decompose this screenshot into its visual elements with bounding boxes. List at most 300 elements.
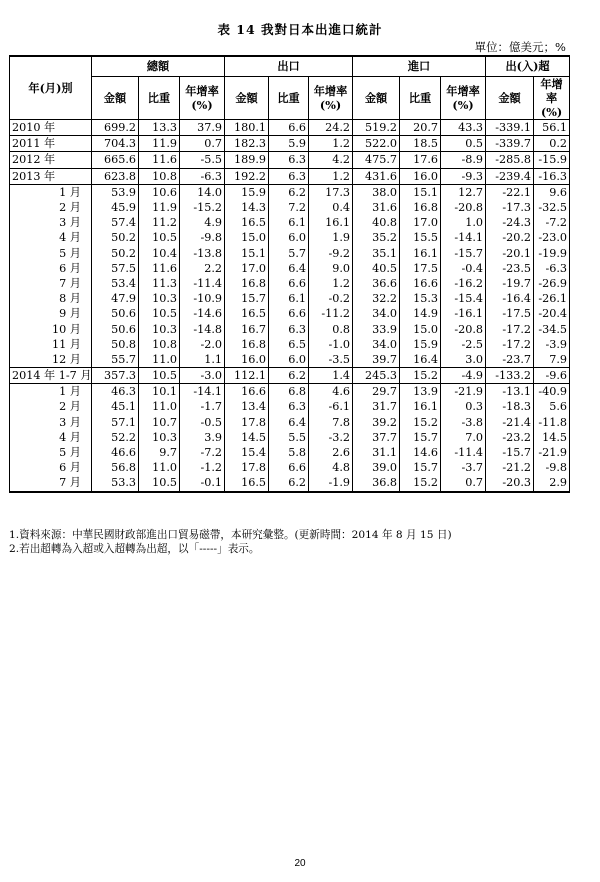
- table-cell: -15.7: [486, 445, 534, 460]
- table-cell: 10.6: [139, 184, 180, 200]
- table-cell: -21.9: [534, 445, 570, 460]
- table-cell: 6.4: [269, 415, 309, 430]
- table-cell: -2.0: [180, 337, 225, 352]
- table-cell: 1.0: [441, 215, 486, 230]
- table-cell: -26.9: [534, 276, 570, 291]
- row-label: 3 月: [10, 215, 92, 230]
- table-cell: -14.1: [441, 230, 486, 245]
- table-cell: -1.0: [309, 337, 353, 352]
- table-cell: 45.1: [92, 399, 139, 414]
- table-cell: -3.5: [309, 352, 353, 368]
- table-cell: 56.8: [92, 460, 139, 475]
- table-cell: 29.7: [353, 384, 400, 400]
- table-cell: 6.2: [269, 475, 309, 491]
- table-cell: 15.4: [225, 445, 269, 460]
- table-cell: 50.6: [92, 306, 139, 321]
- table-cell: 15.2: [400, 368, 441, 384]
- row-label: 12 月: [10, 352, 92, 368]
- table-cell: 14.5: [225, 430, 269, 445]
- unit-label: 單位：億美元；%: [474, 40, 566, 54]
- row-label: 10 月: [10, 321, 92, 336]
- table-cell: 6.4: [269, 261, 309, 276]
- table-cell: 16.0: [400, 168, 441, 184]
- period-header: 年(月)別: [10, 56, 92, 120]
- footnote-source: 1.資料來源：中華民國財政部進出口貿易磁帶，本研究彙整。(更新時間：2014 年 8 月 15 日): [9, 529, 452, 541]
- table-cell: 0.3: [441, 399, 486, 414]
- table-cell: 50.6: [92, 321, 139, 336]
- table-cell: 15.2: [400, 415, 441, 430]
- table-cell: 6.0: [269, 230, 309, 245]
- table-cell: -3.7: [441, 460, 486, 475]
- table-cell: 3.9: [180, 430, 225, 445]
- table-cell: -20.4: [534, 306, 570, 321]
- table-cell: 1.1: [180, 352, 225, 368]
- table-cell: 16.7: [225, 321, 269, 336]
- table-cell: -24.3: [486, 215, 534, 230]
- table-row-month: [10, 276, 570, 291]
- table-cell: 17.5: [400, 261, 441, 276]
- table-cell: 11.6: [139, 261, 180, 276]
- table-cell: 57.4: [92, 215, 139, 230]
- table-cell: 40.8: [353, 215, 400, 230]
- table-cell: 5.6: [534, 399, 570, 414]
- table-cell: -11.4: [180, 276, 225, 291]
- table-body: [10, 120, 570, 492]
- share-header: 比重: [269, 77, 309, 120]
- table-cell: 0.4: [309, 200, 353, 215]
- table-cell: 2.9: [534, 475, 570, 491]
- table-cell: 43.3: [441, 120, 486, 136]
- table-cell: 11.0: [139, 352, 180, 368]
- table-cell: -19.9: [534, 246, 570, 261]
- table-cell: 14.3: [225, 200, 269, 215]
- table-row-month: [10, 230, 570, 245]
- table-cell: -11.4: [441, 445, 486, 460]
- table-cell: -1.9: [309, 475, 353, 491]
- table-cell: -7.2: [180, 445, 225, 460]
- table-cell: -9.6: [534, 368, 570, 384]
- table-cell: 57.5: [92, 261, 139, 276]
- table-cell: 53.3: [92, 475, 139, 491]
- table-cell: 15.1: [225, 246, 269, 261]
- group-header-balance: 出(入)超: [486, 56, 570, 77]
- footnote-symbol: 2.若出超轉為入超或入超轉為出超，以「-----」表示。: [9, 543, 260, 555]
- row-label: 8 月: [10, 291, 92, 306]
- table-cell: -0.2: [309, 291, 353, 306]
- table-cell: 4.8: [309, 460, 353, 475]
- table-cell: 20.7: [400, 120, 441, 136]
- amount-header: 金額: [225, 77, 269, 120]
- table-cell: 180.1: [225, 120, 269, 136]
- table-cell: 13.3: [139, 120, 180, 136]
- amount-header: 金額: [486, 77, 534, 120]
- table-cell: 16.6: [400, 276, 441, 291]
- table-cell: 53.4: [92, 276, 139, 291]
- table-cell: -40.9: [534, 384, 570, 400]
- table-cell: 16.0: [225, 352, 269, 368]
- table-cell: 11.9: [139, 200, 180, 215]
- table-cell: -23.0: [534, 230, 570, 245]
- table-cell: 17.0: [400, 215, 441, 230]
- table-cell: -21.4: [486, 415, 534, 430]
- table-cell: 15.1: [400, 184, 441, 200]
- table-cell: 50.2: [92, 246, 139, 261]
- table-cell: -5.5: [180, 152, 225, 168]
- table-cell: 10.5: [139, 230, 180, 245]
- table-cell: 357.3: [92, 368, 139, 384]
- table-cell: 10.3: [139, 430, 180, 445]
- table-cell: 5.7: [269, 246, 309, 261]
- table-cell: 0.7: [180, 136, 225, 152]
- table-cell: -17.3: [486, 200, 534, 215]
- table-cell: 17.0: [225, 261, 269, 276]
- table-cell: 37.7: [353, 430, 400, 445]
- table-row-year: [10, 120, 570, 136]
- row-label: 4 月: [10, 430, 92, 445]
- table-cell: -14.1: [180, 384, 225, 400]
- table-cell: 9.7: [139, 445, 180, 460]
- table-cell: -16.1: [441, 306, 486, 321]
- table-cell: 46.6: [92, 445, 139, 460]
- table-cell: 519.2: [353, 120, 400, 136]
- trade-statistics-table: [9, 55, 570, 493]
- row-label: 3 月: [10, 415, 92, 430]
- table-cell: 14.0: [180, 184, 225, 200]
- table-cell: 15.9: [400, 337, 441, 352]
- row-label: 2013 年: [10, 168, 92, 184]
- table-cell: -13.8: [180, 246, 225, 261]
- table-cell: 16.5: [225, 475, 269, 491]
- table-cell: 40.5: [353, 261, 400, 276]
- table-cell: 1.2: [309, 276, 353, 291]
- table-cell: 6.3: [269, 168, 309, 184]
- table-cell: 7.0: [441, 430, 486, 445]
- table-cell: 11.3: [139, 276, 180, 291]
- row-label: 2 月: [10, 399, 92, 414]
- table-cell: 6.5: [269, 337, 309, 352]
- table-cell: -26.1: [534, 291, 570, 306]
- amount-header: 金額: [353, 77, 400, 120]
- table-cell: 14.5: [534, 430, 570, 445]
- table-row-year: [10, 368, 570, 384]
- table-row-month: [10, 184, 570, 200]
- table-cell: -11.2: [309, 306, 353, 321]
- table-cell: 189.9: [225, 152, 269, 168]
- table-cell: 0.8: [309, 321, 353, 336]
- table-cell: 15.0: [225, 230, 269, 245]
- table-row-month: [10, 430, 570, 445]
- table-cell: 33.9: [353, 321, 400, 336]
- table-cell: -14.8: [180, 321, 225, 336]
- table-cell: 31.1: [353, 445, 400, 460]
- row-label: 9 月: [10, 306, 92, 321]
- table-cell: 6.1: [269, 291, 309, 306]
- table-cell: 32.2: [353, 291, 400, 306]
- table-cell: 39.2: [353, 415, 400, 430]
- table-cell: -133.2: [486, 368, 534, 384]
- share-header: 比重: [400, 77, 441, 120]
- table-cell: 1.2: [309, 136, 353, 152]
- table-cell: 10.5: [139, 306, 180, 321]
- table-row-month: [10, 415, 570, 430]
- table-cell: 15.9: [225, 184, 269, 200]
- table-cell: 5.5: [269, 430, 309, 445]
- table-row-month: [10, 384, 570, 400]
- row-label: 7 月: [10, 475, 92, 491]
- table-cell: 15.7: [400, 430, 441, 445]
- table-cell: 13.4: [225, 399, 269, 414]
- table-cell: -4.9: [441, 368, 486, 384]
- table-cell: 6.3: [269, 399, 309, 414]
- table-cell: 16.1: [309, 215, 353, 230]
- table-cell: 39.0: [353, 460, 400, 475]
- table-cell: 2.6: [309, 445, 353, 460]
- group-header-total: 總額: [92, 56, 225, 77]
- page-number: 20: [294, 858, 306, 869]
- table-cell: 17.3: [309, 184, 353, 200]
- table-cell: 475.7: [353, 152, 400, 168]
- group-header-export: 出口: [225, 56, 353, 77]
- table-cell: 11.9: [139, 136, 180, 152]
- table-cell: -0.1: [180, 475, 225, 491]
- table-row-month: [10, 261, 570, 276]
- table-cell: 37.9: [180, 120, 225, 136]
- table-cell: -17.2: [486, 337, 534, 352]
- table-cell: 13.9: [400, 384, 441, 400]
- table-cell: -20.3: [486, 475, 534, 491]
- table-cell: 6.3: [269, 321, 309, 336]
- table-cell: 11.0: [139, 460, 180, 475]
- row-label: 2 月: [10, 200, 92, 215]
- table-cell: -8.9: [441, 152, 486, 168]
- table-cell: -22.1: [486, 184, 534, 200]
- table-cell: -21.9: [441, 384, 486, 400]
- table-cell: 55.7: [92, 352, 139, 368]
- table-cell: 15.2: [400, 475, 441, 491]
- table-cell: -9.8: [534, 460, 570, 475]
- table-cell: 5.9: [269, 136, 309, 152]
- table-cell: -23.7: [486, 352, 534, 368]
- table-cell: 4.2: [309, 152, 353, 168]
- table-cell: 9.0: [309, 261, 353, 276]
- table-cell: -14.6: [180, 306, 225, 321]
- growth-header: 年增率(%): [309, 77, 353, 120]
- table-cell: 36.8: [353, 475, 400, 491]
- table-cell: -6.3: [180, 168, 225, 184]
- table-cell: -19.7: [486, 276, 534, 291]
- table-cell: -6.3: [534, 261, 570, 276]
- table-cell: 31.6: [353, 200, 400, 215]
- row-label: 7 月: [10, 276, 92, 291]
- table-cell: -15.9: [534, 152, 570, 168]
- table-cell: 50.2: [92, 230, 139, 245]
- table-cell: 35.1: [353, 246, 400, 261]
- table-cell: 1.4: [309, 368, 353, 384]
- table-row-month: [10, 306, 570, 321]
- table-cell: 46.3: [92, 384, 139, 400]
- growth-header: 年增率(%): [534, 77, 570, 120]
- table-row-year: [10, 152, 570, 168]
- row-label: 11 月: [10, 337, 92, 352]
- table-cell: 11.6: [139, 152, 180, 168]
- table-cell: -17.2: [486, 321, 534, 336]
- table-cell: -339.7: [486, 136, 534, 152]
- row-label: 2014 年 1-7 月: [10, 368, 92, 384]
- table-cell: 2.2: [180, 261, 225, 276]
- table-row-month: [10, 321, 570, 336]
- table-cell: 6.6: [269, 276, 309, 291]
- table-cell: -15.4: [441, 291, 486, 306]
- table-cell: -7.2: [534, 215, 570, 230]
- table-cell: 10.8: [139, 168, 180, 184]
- table-cell: 6.0: [269, 352, 309, 368]
- table-cell: -15.7: [441, 246, 486, 261]
- table-cell: 7.8: [309, 415, 353, 430]
- table-cell: 16.6: [225, 384, 269, 400]
- table-cell: 1.9: [309, 230, 353, 245]
- table-cell: 14.6: [400, 445, 441, 460]
- table-cell: -16.3: [534, 168, 570, 184]
- table-cell: -3.8: [441, 415, 486, 430]
- table-cell: -339.1: [486, 120, 534, 136]
- table-cell: -11.8: [534, 415, 570, 430]
- table-cell: 623.8: [92, 168, 139, 184]
- table-cell: -13.1: [486, 384, 534, 400]
- table-cell: 6.2: [269, 184, 309, 200]
- table-cell: 18.5: [400, 136, 441, 152]
- table-cell: -15.2: [180, 200, 225, 215]
- table-cell: 16.4: [400, 352, 441, 368]
- table-cell: 16.8: [400, 200, 441, 215]
- table-row-month: [10, 215, 570, 230]
- row-label: 5 月: [10, 445, 92, 460]
- table-cell: 10.3: [139, 321, 180, 336]
- table-cell: -3.2: [309, 430, 353, 445]
- row-label: 2011 年: [10, 136, 92, 152]
- table-cell: 9.6: [534, 184, 570, 200]
- table-cell: 245.3: [353, 368, 400, 384]
- table-cell: 50.8: [92, 337, 139, 352]
- table-cell: 17.8: [225, 415, 269, 430]
- table-row-month: [10, 291, 570, 306]
- table-cell: 12.7: [441, 184, 486, 200]
- row-label: 6 月: [10, 460, 92, 475]
- table-cell: -6.1: [309, 399, 353, 414]
- table-cell: 15.3: [400, 291, 441, 306]
- table-cell: 14.9: [400, 306, 441, 321]
- table-cell: 39.7: [353, 352, 400, 368]
- amount-header: 金額: [92, 77, 139, 120]
- table-cell: 6.3: [269, 152, 309, 168]
- table-row-year: [10, 168, 570, 184]
- table-cell: -2.5: [441, 337, 486, 352]
- table-cell: 704.3: [92, 136, 139, 152]
- table-cell: 16.1: [400, 399, 441, 414]
- table-cell: 10.5: [139, 475, 180, 491]
- growth-header: 年增率(%): [180, 77, 225, 120]
- table-cell: 15.0: [400, 321, 441, 336]
- group-header-import: 進口: [353, 56, 486, 77]
- table-row-month: [10, 337, 570, 352]
- table-cell: 6.6: [269, 120, 309, 136]
- table-cell: 665.6: [92, 152, 139, 168]
- table-cell: 34.0: [353, 337, 400, 352]
- table-cell: -20.8: [441, 200, 486, 215]
- table-cell: -9.8: [180, 230, 225, 245]
- table-cell: 16.5: [225, 215, 269, 230]
- table-cell: 15.5: [400, 230, 441, 245]
- row-label: 1 月: [10, 184, 92, 200]
- table-row-month: [10, 246, 570, 261]
- table-row-year: [10, 136, 570, 152]
- table-cell: 6.6: [269, 460, 309, 475]
- footnotes: [9, 528, 452, 556]
- table-row-month: [10, 475, 570, 491]
- table-cell: 36.6: [353, 276, 400, 291]
- table-row-month: [10, 445, 570, 460]
- table-cell: -21.2: [486, 460, 534, 475]
- row-label: 5 月: [10, 246, 92, 261]
- table-cell: 56.1: [534, 120, 570, 136]
- table-cell: -1.7: [180, 399, 225, 414]
- table-cell: 4.9: [180, 215, 225, 230]
- table-cell: -285.8: [486, 152, 534, 168]
- table-cell: -17.5: [486, 306, 534, 321]
- table-cell: 0.7: [441, 475, 486, 491]
- table-row-month: [10, 200, 570, 215]
- table-cell: 17.8: [225, 460, 269, 475]
- table-cell: 53.9: [92, 184, 139, 200]
- table-cell: -3.0: [180, 368, 225, 384]
- table-cell: 45.9: [92, 200, 139, 215]
- table-cell: 38.0: [353, 184, 400, 200]
- table-cell: 431.6: [353, 168, 400, 184]
- table-cell: -20.1: [486, 246, 534, 261]
- table-cell: 0.5: [441, 136, 486, 152]
- table-cell: -0.4: [441, 261, 486, 276]
- table-cell: 35.2: [353, 230, 400, 245]
- table-cell: -32.5: [534, 200, 570, 215]
- table-cell: 10.4: [139, 246, 180, 261]
- table-cell: 57.1: [92, 415, 139, 430]
- table-cell: 192.2: [225, 168, 269, 184]
- table-cell: -18.3: [486, 399, 534, 414]
- table-cell: 7.9: [534, 352, 570, 368]
- table-cell: 16.8: [225, 337, 269, 352]
- table-cell: 10.1: [139, 384, 180, 400]
- row-label: 4 月: [10, 230, 92, 245]
- table-cell: -3.9: [534, 337, 570, 352]
- table-cell: 5.8: [269, 445, 309, 460]
- table-cell: -20.8: [441, 321, 486, 336]
- table-cell: 15.7: [400, 460, 441, 475]
- table-cell: 6.8: [269, 384, 309, 400]
- table-cell: -0.5: [180, 415, 225, 430]
- table-cell: -16.2: [441, 276, 486, 291]
- table-cell: 10.5: [139, 368, 180, 384]
- table-cell: 31.7: [353, 399, 400, 414]
- table-cell: 7.2: [269, 200, 309, 215]
- table-cell: 11.2: [139, 215, 180, 230]
- table-cell: 182.3: [225, 136, 269, 152]
- table-row-month: [10, 399, 570, 414]
- table-cell: -34.5: [534, 321, 570, 336]
- table-cell: -9.3: [441, 168, 486, 184]
- table-cell: -23.2: [486, 430, 534, 445]
- table-cell: 10.3: [139, 291, 180, 306]
- table-cell: -1.2: [180, 460, 225, 475]
- table-cell: 0.2: [534, 136, 570, 152]
